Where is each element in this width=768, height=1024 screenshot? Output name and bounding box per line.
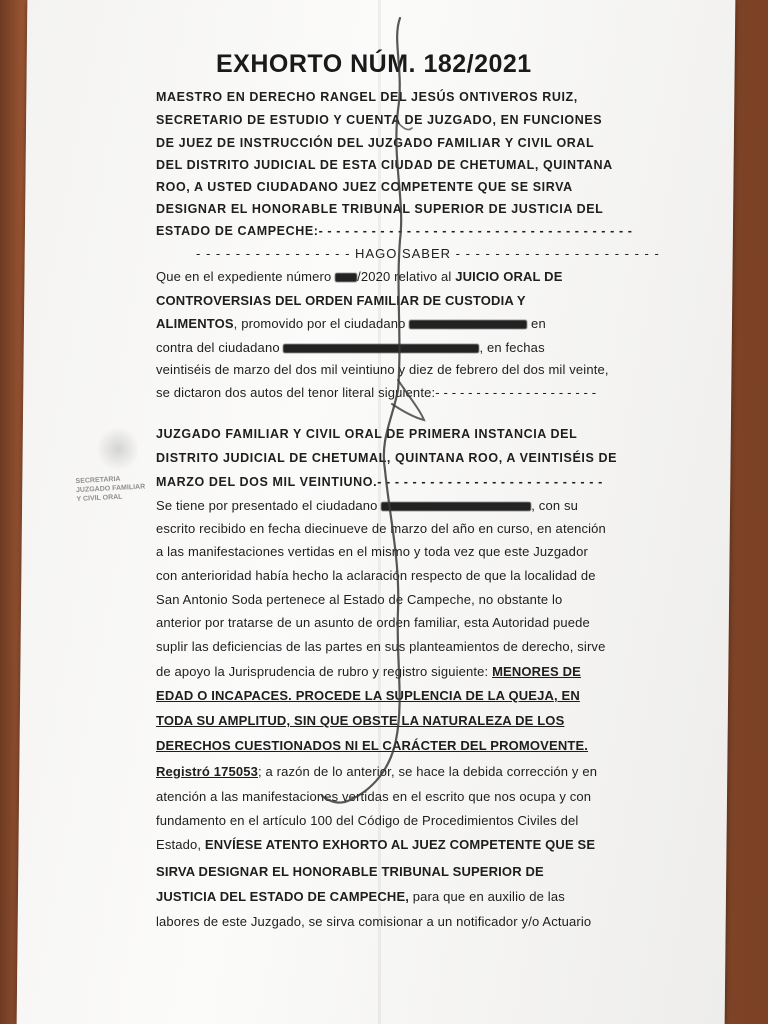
stamp-line: Y CIVIL ORAL xyxy=(76,493,123,504)
stamp-smudge xyxy=(98,425,138,473)
p1-line-5: veintiséis de marzo del dos mil veintiuno y diez de febrero del dos mil veinte, xyxy=(156,362,609,377)
header-line-4: DEL DISTRITO JUDICIAL DE ESTA CIUDAD DE CHETUMAL, QUINTANA xyxy=(156,158,613,172)
p1-line-6: se dictaron dos autos del tenor literal siguiente:- - - - - - - - - - - - - - - - - - - - xyxy=(156,385,597,400)
court-heading-line-2: DISTRITO JUDICIAL DE CHETUMAL, QUINTANA ROO, A VEINTISÉIS DE xyxy=(156,451,618,465)
p2-line-15: Estado, ENVÍESE ATENTO EXHORTO AL JUEZ COMPETENTE QUE SE xyxy=(156,837,596,852)
p2-line-5: San Antonio Soda pertenece al Estado de Campeche, no obstante lo xyxy=(156,592,563,607)
p2-line-6: anterior por tratarse de un asunto de orden familiar, esta Autoridad puede xyxy=(156,615,590,630)
header-line-7: ESTADO DE CAMPECHE:- - - - - - - - - - - - - - - - - - - - - - - - - - - - - - - - - - - - xyxy=(156,224,633,238)
p2-line-9: EDAD O INCAPACES. PROCEDE LA SUPLENCIA DE LA QUEJA, EN xyxy=(156,688,580,703)
court-heading-line-3: MARZO DEL DOS MIL VEINTIUNO.- - - - - - - - - - - - - - - - - - - - - - - - - - xyxy=(156,475,603,489)
header-line-5: ROO, A USTED CIUDADANO JUEZ COMPETENTE QUE SE SIRVA xyxy=(156,180,573,194)
p2-line-4: con anterioridad había hecho la aclaración respecto de que la localidad de xyxy=(156,568,596,583)
p2-line-17: JUSTICIA DEL ESTADO DE CAMPECHE, para que en auxilio de las xyxy=(156,889,565,904)
redacted-name xyxy=(409,320,527,329)
p2-line-10: TODA SU AMPLITUD, SIN QUE OBSTE LA NATURALEZA DE LOS xyxy=(156,713,565,728)
header-line-1: MAESTRO EN DERECHO RANGEL DEL JESÚS ONTIVEROS RUIZ, xyxy=(156,90,578,104)
p2-line-2: escrito recibido en fecha diecinueve de marzo del año en curso, en atención xyxy=(156,521,606,536)
p2-line-14: fundamento en el artículo 100 del Código de Procedimientos Civiles del xyxy=(156,813,579,828)
p2-line-16: SIRVA DESIGNAR EL HONORABLE TRIBUNAL SUPERIOR DE xyxy=(156,864,544,879)
p2-line-13: atención a las manifestaciones vertidas en el escrito que nos ocupa y con xyxy=(156,789,592,804)
p2-line-7: suplir las deficiencias de las partes en sus planteamientos de derecho, sirve xyxy=(156,639,606,654)
court-heading-line-1: JUZGADO FAMILIAR Y CIVIL ORAL DE PRIMERA INSTANCIA DEL xyxy=(156,427,578,441)
p2-line-12: Registró 175053; a razón de lo anterior, se hace la debida corrección y en xyxy=(156,764,598,779)
p2-line-3: a las manifestaciones vertidas en el mismo y toda vez que este Juzgador xyxy=(156,544,588,559)
redacted-number xyxy=(335,273,357,282)
header-line-3: DE JUEZ DE INSTRUCCIÓN DEL JUZGADO FAMILIAR Y CIVIL ORAL xyxy=(156,136,595,150)
p1-line-3: ALIMENTOS, promovido por el ciudadano en xyxy=(156,316,546,331)
stamp-line: SECRETARIA xyxy=(75,475,121,486)
p2-line-8: de apoyo la Jurisprudencia de rubro y registro siguiente: MENORES DE xyxy=(156,664,581,679)
p2-line-11: DERECHOS CUESTIONADOS NI EL CARÁCTER DEL PROMOVENTE. xyxy=(156,738,589,753)
p1-line-1: Que en el expediente número /2020 relativo al JUICIO ORAL DE xyxy=(156,269,563,284)
p1-line-4: contra del ciudadano , en fechas xyxy=(156,340,545,355)
header-line-6: DESIGNAR EL HONORABLE TRIBUNAL SUPERIOR DE JUSTICIA DEL xyxy=(156,202,604,216)
p1-line-2: CONTROVERSIAS DEL ORDEN FAMILIAR DE CUSTODIA Y xyxy=(156,293,526,308)
hago-saber-heading: - - - - - - - - - - - - - - - - HAGO SABER - - - - - - - - - - - - - - - - - - - - - xyxy=(196,246,660,261)
document-title: EXHORTO NÚM. 182/2021 xyxy=(216,50,532,78)
header-line-2: SECRETARIO DE ESTUDIO Y CUENTA DE JUZGADO, EN FUNCIONES xyxy=(156,113,603,127)
p2-line-18: labores de este Juzgado, se sirva comisionar a un notificador y/o Actuario xyxy=(156,914,592,929)
faint-stamp xyxy=(75,473,156,504)
redacted-name xyxy=(381,502,531,511)
redacted-name xyxy=(283,344,479,353)
stamp-line: JUZGADO FAMILIAR xyxy=(75,483,146,495)
p2-line-1: Se tiene por presentado el ciudadano , con su xyxy=(156,498,579,513)
